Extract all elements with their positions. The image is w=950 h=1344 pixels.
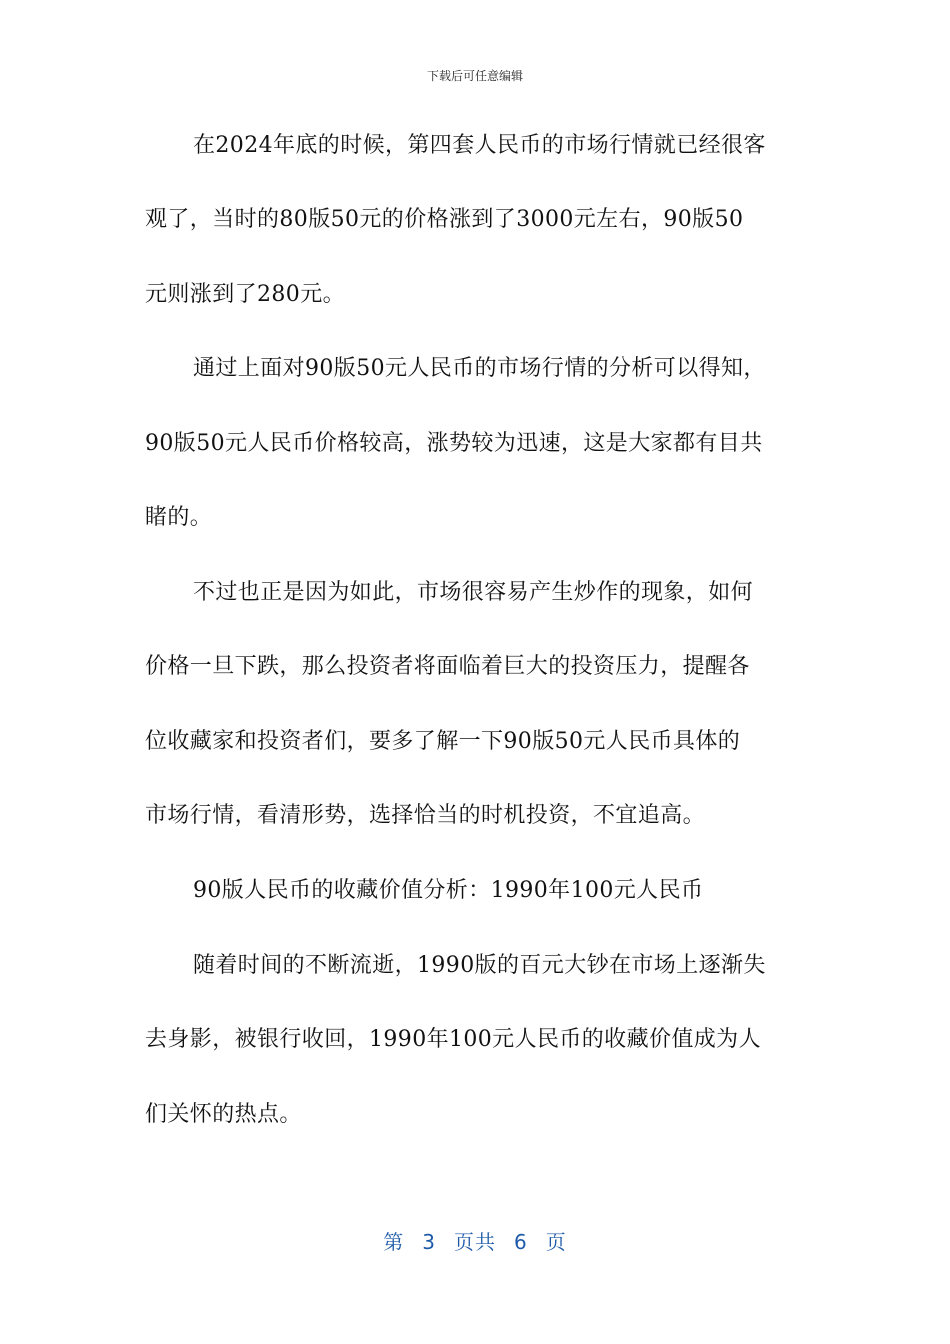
paragraph-3-line-2: 价格一旦下跌，那么投资者将面临着巨大的投资压力，提醒各 xyxy=(145,654,750,679)
footer-prefix: 第 xyxy=(383,1230,405,1254)
header-note: 下载后可任意编辑 xyxy=(426,69,523,83)
footer-middle: 页共 xyxy=(454,1230,496,1254)
paragraph-2-line-3: 睹的。 xyxy=(145,505,213,530)
paragraph-1-line-1: 在2024年底的时候，第四套人民币的市场行情就已经很客 xyxy=(193,133,766,158)
current-page-number: 3 xyxy=(422,1230,436,1254)
footer-suffix: 页 xyxy=(545,1230,567,1254)
paragraph-3-line-4: 市场行情，看清形势，选择恰当的时机投资，不宜追高。 xyxy=(145,803,706,828)
paragraph-3-line-1: 不过也正是因为如此，市场很容易产生炒作的现象，如何 xyxy=(193,580,754,605)
paragraph-2-line-1: 通过上面对90版50元人民币的市场行情的分析可以得知， xyxy=(193,356,766,381)
page-footer xyxy=(0,1226,950,1255)
paragraph-5-line-1: 随着时间的不断流逝，1990版的百元大钞在市场上逐渐失 xyxy=(193,953,766,978)
paragraph-5-line-2: 去身影，被银行收回，1990年100元人民币的收藏价值成为人 xyxy=(145,1027,761,1052)
paragraph-1-line-2: 观了，当时的80版50元的价格涨到了3000元左右，90版50 xyxy=(145,207,744,232)
paragraph-4-line-1: 90版人民币的收藏价值分析：1990年100元人民币 xyxy=(193,878,704,903)
paragraph-3-line-3: 位收藏家和投资者们，要多了解一下90版50元人民币具体的 xyxy=(145,729,741,754)
paragraph-5-line-3: 们关怀的热点。 xyxy=(145,1102,302,1127)
paragraph-1-line-3: 元则涨到了280元。 xyxy=(145,282,345,307)
paragraph-2-line-2: 90版50元人民币价格较高，涨势较为迅速，这是大家都有目共 xyxy=(145,431,763,456)
total-pages-number: 6 xyxy=(514,1230,528,1254)
